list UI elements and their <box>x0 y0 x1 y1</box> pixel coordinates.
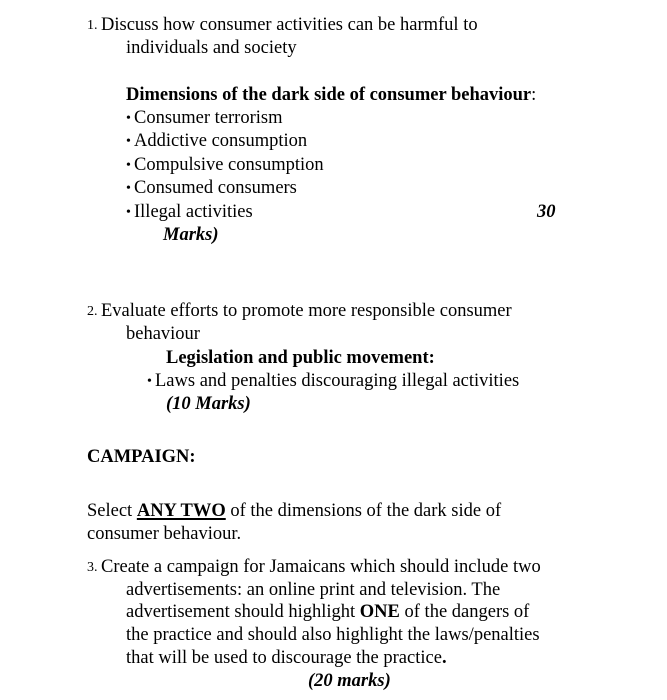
question-1-number: 1. <box>87 18 98 33</box>
question-2-marks: (10 Marks) <box>166 394 251 414</box>
question-3-marks: (20 marks) <box>308 671 391 691</box>
question-2-number: 2. <box>87 304 98 319</box>
select-instruction-line-2: consumer behaviour. <box>87 524 242 544</box>
question-1-marks-value: 30 <box>537 202 556 222</box>
dimensions-heading <box>126 84 536 107</box>
dimension-item: Compulsive consumption <box>134 155 324 175</box>
q3-line3-suffix: of the dangers of <box>399 602 530 622</box>
q3-line3-emphasis: ONE <box>359 602 400 622</box>
dimensions-heading-colon: : <box>531 85 537 105</box>
bullet-icon: • <box>126 181 131 196</box>
question-3-number: 3. <box>87 560 98 575</box>
question-3-line-5 <box>126 647 447 670</box>
question-1-line-1: Discuss how consumer activities can be harmful to <box>101 15 478 35</box>
question-3-line-4: the practice and should also highlight the laws/penalties <box>126 625 540 645</box>
select-prefix: Select <box>87 501 137 521</box>
dimension-item: Consumer terrorism <box>134 108 283 128</box>
select-suffix: of the dimensions of the dark side of <box>225 501 502 521</box>
legislation-item: Laws and penalties discouraging illegal activities <box>155 371 520 391</box>
question-3-line-3 <box>126 601 529 624</box>
dimension-item: Addictive consumption <box>134 131 308 151</box>
bullet-icon: • <box>126 134 131 149</box>
question-3-line-2: advertisements: an online print and television. The <box>126 580 501 600</box>
question-2-line-2: behaviour <box>126 324 200 344</box>
bullet-icon: • <box>147 374 152 389</box>
q3-line5-text: that will be used to discourage the practice <box>126 648 442 668</box>
question-2-line-1: Evaluate efforts to promote more responsible consumer <box>101 301 512 321</box>
dimension-item: Consumed consumers <box>134 178 297 198</box>
q3-line3-prefix: advertisement should highlight <box>126 602 360 622</box>
bullet-icon: • <box>126 111 131 126</box>
q3-line5-period: . <box>441 648 447 668</box>
question-3-line-1: Create a campaign for Jamaicans which should include two <box>101 557 541 577</box>
campaign-heading: CAMPAIGN: <box>87 447 196 467</box>
select-instruction-line-1 <box>87 500 501 523</box>
bullet-icon: • <box>126 158 131 173</box>
bullet-icon: • <box>126 205 131 220</box>
question-1-marks-label: Marks) <box>163 225 219 245</box>
legislation-heading: Legislation and public movement: <box>166 348 435 368</box>
dimensions-heading-text: Dimensions of the dark side of consumer behaviour <box>126 85 532 105</box>
dimension-item: Illegal activities <box>134 202 253 222</box>
select-emphasis: ANY TWO <box>136 501 226 521</box>
question-1-line-2: individuals and society <box>126 38 297 58</box>
